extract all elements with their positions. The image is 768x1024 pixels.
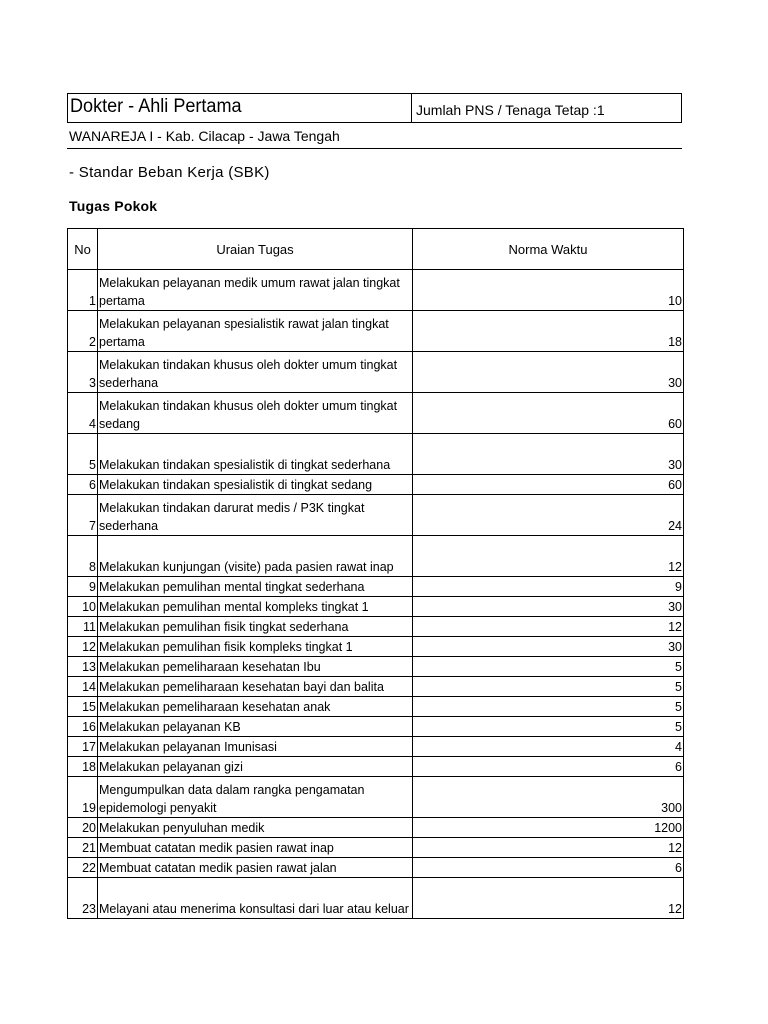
table-row xyxy=(68,577,684,597)
norma-waktu: 300 xyxy=(413,777,684,818)
row-number: 4 xyxy=(68,393,98,434)
table-row xyxy=(68,818,684,838)
norma-waktu: 24 xyxy=(413,495,684,536)
column-header-uraian: Uraian Tugas xyxy=(98,229,413,270)
table-row xyxy=(68,878,684,919)
table-row xyxy=(68,657,684,677)
row-number: 16 xyxy=(68,717,98,737)
norma-waktu: 9 xyxy=(413,577,684,597)
table-row xyxy=(68,311,684,352)
task-description: Melakukan pelayanan medik umum rawat jalan tingkat pertama xyxy=(98,270,413,311)
row-number: 11 xyxy=(68,617,98,637)
standard-heading: - Standar Beban Kerja (SBK) xyxy=(69,164,270,181)
row-number: 22 xyxy=(68,858,98,878)
norma-waktu: 1200 xyxy=(413,818,684,838)
norma-waktu: 12 xyxy=(413,838,684,858)
norma-waktu: 4 xyxy=(413,737,684,757)
task-description: Melakukan penyuluhan medik xyxy=(98,818,413,838)
table-row xyxy=(68,757,684,777)
task-description: Melakukan kunjungan (visite) pada pasien rawat inap xyxy=(98,536,413,577)
table-row xyxy=(68,434,684,475)
norma-waktu: 12 xyxy=(413,536,684,577)
section-heading: Tugas Pokok xyxy=(69,198,158,214)
header-box xyxy=(67,93,682,123)
task-description: Membuat catatan medik pasien rawat inap xyxy=(98,838,413,858)
task-description: Melakukan pelayanan KB xyxy=(98,717,413,737)
task-description: Melakukan pelayanan gizi xyxy=(98,757,413,777)
task-description: Melayani atau menerima konsultasi dari luar atau keluar xyxy=(98,878,413,919)
row-number: 23 xyxy=(68,878,98,919)
table-row xyxy=(68,858,684,878)
task-description: Melakukan tindakan spesialistik di tingkat sederhana xyxy=(98,434,413,475)
norma-waktu: 12 xyxy=(413,878,684,919)
task-table xyxy=(67,228,684,919)
row-number: 21 xyxy=(68,838,98,858)
column-header-norma: Norma Waktu xyxy=(413,229,684,270)
norma-waktu: 12 xyxy=(413,617,684,637)
location-underline xyxy=(67,148,682,149)
task-description: Melakukan pemulihan fisik kompleks tingkat 1 xyxy=(98,637,413,657)
location-line: WANAREJA I - Kab. Cilacap - Jawa Tengah xyxy=(69,128,340,144)
row-number: 17 xyxy=(68,737,98,757)
table-row xyxy=(68,777,684,818)
norma-waktu: 5 xyxy=(413,677,684,697)
task-description: Melakukan tindakan khusus oleh dokter umum tingkat sedang xyxy=(98,393,413,434)
row-number: 20 xyxy=(68,818,98,838)
table-row xyxy=(68,737,684,757)
task-description: Melakukan pemeliharaan kesehatan anak xyxy=(98,697,413,717)
jumlah-pns: Jumlah PNS / Tenaga Tetap :1 xyxy=(416,102,605,118)
task-description: Melakukan pemeliharaan kesehatan bayi dan balita xyxy=(98,677,413,697)
row-number: 8 xyxy=(68,536,98,577)
table-row xyxy=(68,270,684,311)
row-number: 18 xyxy=(68,757,98,777)
norma-waktu: 18 xyxy=(413,311,684,352)
row-number: 19 xyxy=(68,777,98,818)
norma-waktu: 60 xyxy=(413,475,684,495)
row-number: 15 xyxy=(68,697,98,717)
row-number: 10 xyxy=(68,597,98,617)
norma-waktu: 5 xyxy=(413,657,684,677)
row-number: 1 xyxy=(68,270,98,311)
task-description: Melakukan tindakan darurat medis / P3K tingkat sederhana xyxy=(98,495,413,536)
table-row xyxy=(68,597,684,617)
task-description: Melakukan pemulihan fisik tingkat sederhana xyxy=(98,617,413,637)
row-number: 7 xyxy=(68,495,98,536)
table-row xyxy=(68,495,684,536)
header-divider xyxy=(411,94,412,123)
table-row xyxy=(68,697,684,717)
page-title: Dokter - Ahli Pertama xyxy=(70,96,242,117)
row-number: 9 xyxy=(68,577,98,597)
norma-waktu: 60 xyxy=(413,393,684,434)
task-description: Melakukan pemulihan mental tingkat sederhana xyxy=(98,577,413,597)
task-description: Melakukan pelayanan spesialistik rawat jalan tingkat pertama xyxy=(98,311,413,352)
norma-waktu: 30 xyxy=(413,637,684,657)
norma-waktu: 6 xyxy=(413,757,684,777)
table-row xyxy=(68,536,684,577)
norma-waktu: 5 xyxy=(413,697,684,717)
table-row xyxy=(68,717,684,737)
row-number: 12 xyxy=(68,637,98,657)
row-number: 2 xyxy=(68,311,98,352)
table-row xyxy=(68,617,684,637)
table-row xyxy=(68,475,684,495)
table-row xyxy=(68,352,684,393)
row-number: 6 xyxy=(68,475,98,495)
norma-waktu: 10 xyxy=(413,270,684,311)
norma-waktu: 6 xyxy=(413,858,684,878)
table-row xyxy=(68,637,684,657)
table-header-row xyxy=(68,229,684,270)
task-description: Mengumpulkan data dalam rangka pengamatan epidemologi penyakit xyxy=(98,777,413,818)
column-header-no: No xyxy=(68,229,98,270)
table-row xyxy=(68,838,684,858)
task-description: Melakukan tindakan khusus oleh dokter umum tingkat sederhana xyxy=(98,352,413,393)
table-row xyxy=(68,393,684,434)
task-description: Melakukan pemulihan mental kompleks tingkat 1 xyxy=(98,597,413,617)
row-number: 3 xyxy=(68,352,98,393)
norma-waktu: 30 xyxy=(413,597,684,617)
table-row xyxy=(68,677,684,697)
task-description: Melakukan pemeliharaan kesehatan Ibu xyxy=(98,657,413,677)
task-description: Membuat catatan medik pasien rawat jalan xyxy=(98,858,413,878)
norma-waktu: 30 xyxy=(413,434,684,475)
row-number: 13 xyxy=(68,657,98,677)
norma-waktu: 5 xyxy=(413,717,684,737)
task-description: Melakukan pelayanan Imunisasi xyxy=(98,737,413,757)
task-description: Melakukan tindakan spesialistik di tingkat sedang xyxy=(98,475,413,495)
norma-waktu: 30 xyxy=(413,352,684,393)
row-number: 5 xyxy=(68,434,98,475)
row-number: 14 xyxy=(68,677,98,697)
